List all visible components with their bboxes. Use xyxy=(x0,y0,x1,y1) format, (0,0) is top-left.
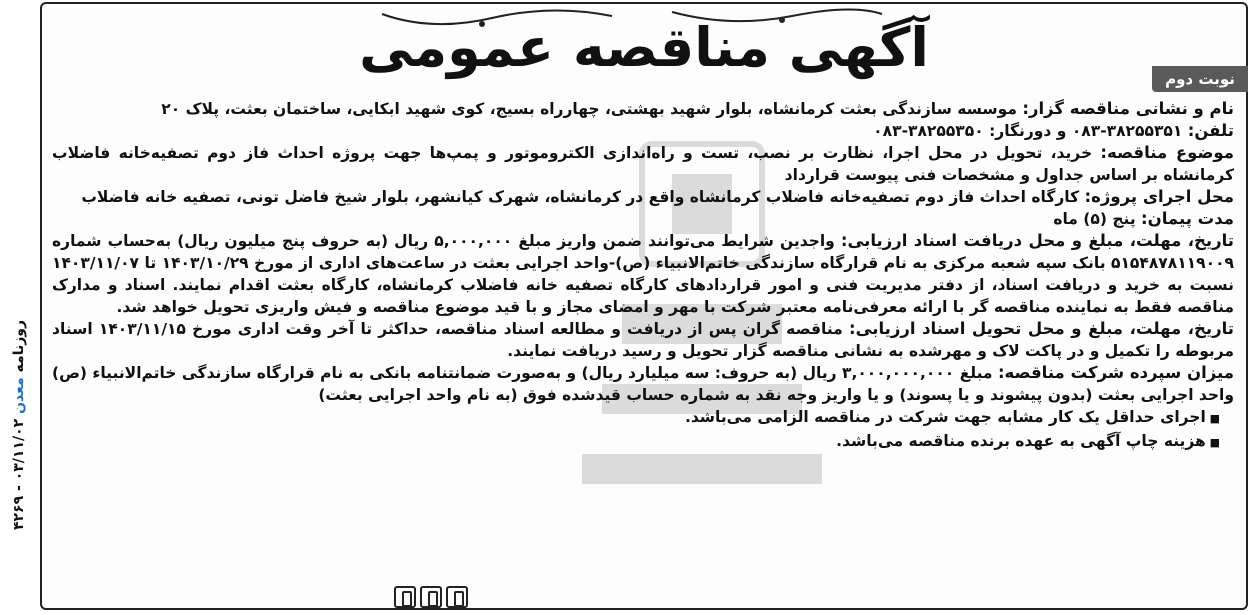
phone-label: تلفن: xyxy=(1187,121,1234,140)
phone-text: ۳۸۲۵۵۳۵۱-۰۸۳ و دورنگار: ۳۸۲۵۵۳۵۰-۰۸۳ xyxy=(873,122,1188,140)
subject-label: موضوع مناقصه: xyxy=(1100,143,1234,162)
organizer-label: نام و نشانی مناقصه گزار: xyxy=(1022,99,1234,118)
issue-info: ۰۳/۱۱/۰۲ - ۴۲۶۹ xyxy=(11,418,27,531)
note-experience: ■ اجرای حداقل یک کار مشابه جهت شرکت در مناقصه الزامی می‌باشد. xyxy=(52,406,1234,430)
deposit-label: میزان سپرده شرکت مناقصه: xyxy=(997,363,1234,382)
deliver-docs-line xyxy=(52,318,1234,362)
receive-docs-label: تاریخ، مهلت، مبلغ و محل دریافت اسناد ارزیابی: xyxy=(840,231,1234,250)
ad-body xyxy=(52,98,1234,454)
receive-docs-text: واجدین شرایط می‌توانند ضمن واریز مبلغ ۵,۰۰۰,۰۰۰ ریال (به حروف پنج میلیون ریال) به‌حساب شماره ۵۱۵۴۸۷۸۱۱۹۰۰۹ بانک سپه شعبه مرکزی به نام قرارگاه سازندگی خاتم‌الانبیاء (ص)-واحد اجرایی بعثت در ساعت‌های اداری از مورخ ۱۴۰۳/۱۰/۲۹ تا ۱۴۰۳/۱۱/۰۷ نسبت به خرید و دریافت اسناد، از دفتر مدیریت فنی و امور قراردادهای کارگاه تصفیه خانه فاضلاب کرمانشاه، کارگاه بعثت اقدام نمایند. اسناد و مدارک مناقصه فقط به نماینده مناقصه گر با ارائه معرفی‌نامه معتبر شرکت با مهر و امضای مجاز و با قید موضوع مناقصه و فیش واریزی تحویل خواهد شد. xyxy=(52,232,1234,316)
duration-line xyxy=(52,208,1234,230)
square-icon xyxy=(446,586,468,608)
location-line xyxy=(52,186,1234,208)
duration-text: پنج (۵) ماه xyxy=(1053,210,1142,228)
newspaper-brand: معدن xyxy=(11,377,27,414)
square-icon xyxy=(394,586,416,608)
duration-label: مدت پیمان: xyxy=(1141,209,1234,228)
newspaper-prefix: روزنامه xyxy=(11,319,27,373)
newspaper-sidebar xyxy=(2,240,36,610)
deliver-docs-label: تاریخ، مهلت، مبلغ و محل تحویل اسناد ارزیابی: xyxy=(848,319,1234,338)
deposit-text: مبلغ ۳,۰۰۰,۰۰۰,۰۰۰ ریال (به حروف: سه میلیارد ریال) و به‌صورت ضمانتنامه بانکی به نام قرارگاه سازندگی خاتم‌الانبیاء (ص) واحد اجرایی بعثت (بدون پیشوند و یا پسوند) و یا واریز وجه نقد به شماره حساب قیدشده فوق (به نام واحد اجرایی بعثت) xyxy=(52,364,1234,404)
receive-docs-line xyxy=(52,230,1234,318)
location-text: کارگاه احداث فاز دوم تصفیه‌خانه فاضلاب کرمانشاه واقع در کرمانشاه، شهرک کیانشهر، بلوار شیخ فاضل تونی، تصفیه خانه فاضلاب xyxy=(81,188,1085,206)
location-label: محل اجرای پروژه: xyxy=(1084,187,1234,206)
page-title: آگهی مناقصه عمومی xyxy=(359,16,929,79)
footer-icons xyxy=(394,586,468,610)
square-icon xyxy=(420,586,442,608)
phone-line xyxy=(52,120,1234,142)
deliver-docs-text: مناقصه گران پس از دریافت و مطالعه اسناد مناقصه، حداکثر تا آخر وقت اداری مورخ ۱۴۰۳/۱۱/۱۵ اسناد مربوطه را تکمیل و در پاکت لاک و مهرشده به نشانی مناقصه گزار تحویل و رسید دریافت نمایند. xyxy=(52,320,1234,360)
ad-frame xyxy=(40,2,1248,610)
newspaper-credit xyxy=(11,320,27,530)
subject-text: خرید، تحویل در محل اجرا، نظارت بر نصب، تست و راه‌اندازی الکتروموتور و پمپ‌ها جهت پروژه احداث فاز دوم تصفیه‌خانه فاضلاب کرمانشاه بر اساس جداول و مشخصات فنی پیوست قرارداد xyxy=(52,144,1234,184)
deposit-line xyxy=(52,362,1234,406)
subject-line xyxy=(52,142,1234,186)
organizer-text: موسسه سازندگی بعثت کرمانشاه، بلوار شهید بهشتی، چهارراه بسیج، کوی شهید ابکایی، ساختمان بعثت، پلاک ۲۰ xyxy=(161,100,1023,118)
organizer-line xyxy=(52,98,1234,120)
round-badge: نوبت دوم xyxy=(1152,66,1248,92)
note-print-cost: ■ هزینه چاپ آگهی به عهده برنده مناقصه می‌باشد. xyxy=(52,430,1234,454)
